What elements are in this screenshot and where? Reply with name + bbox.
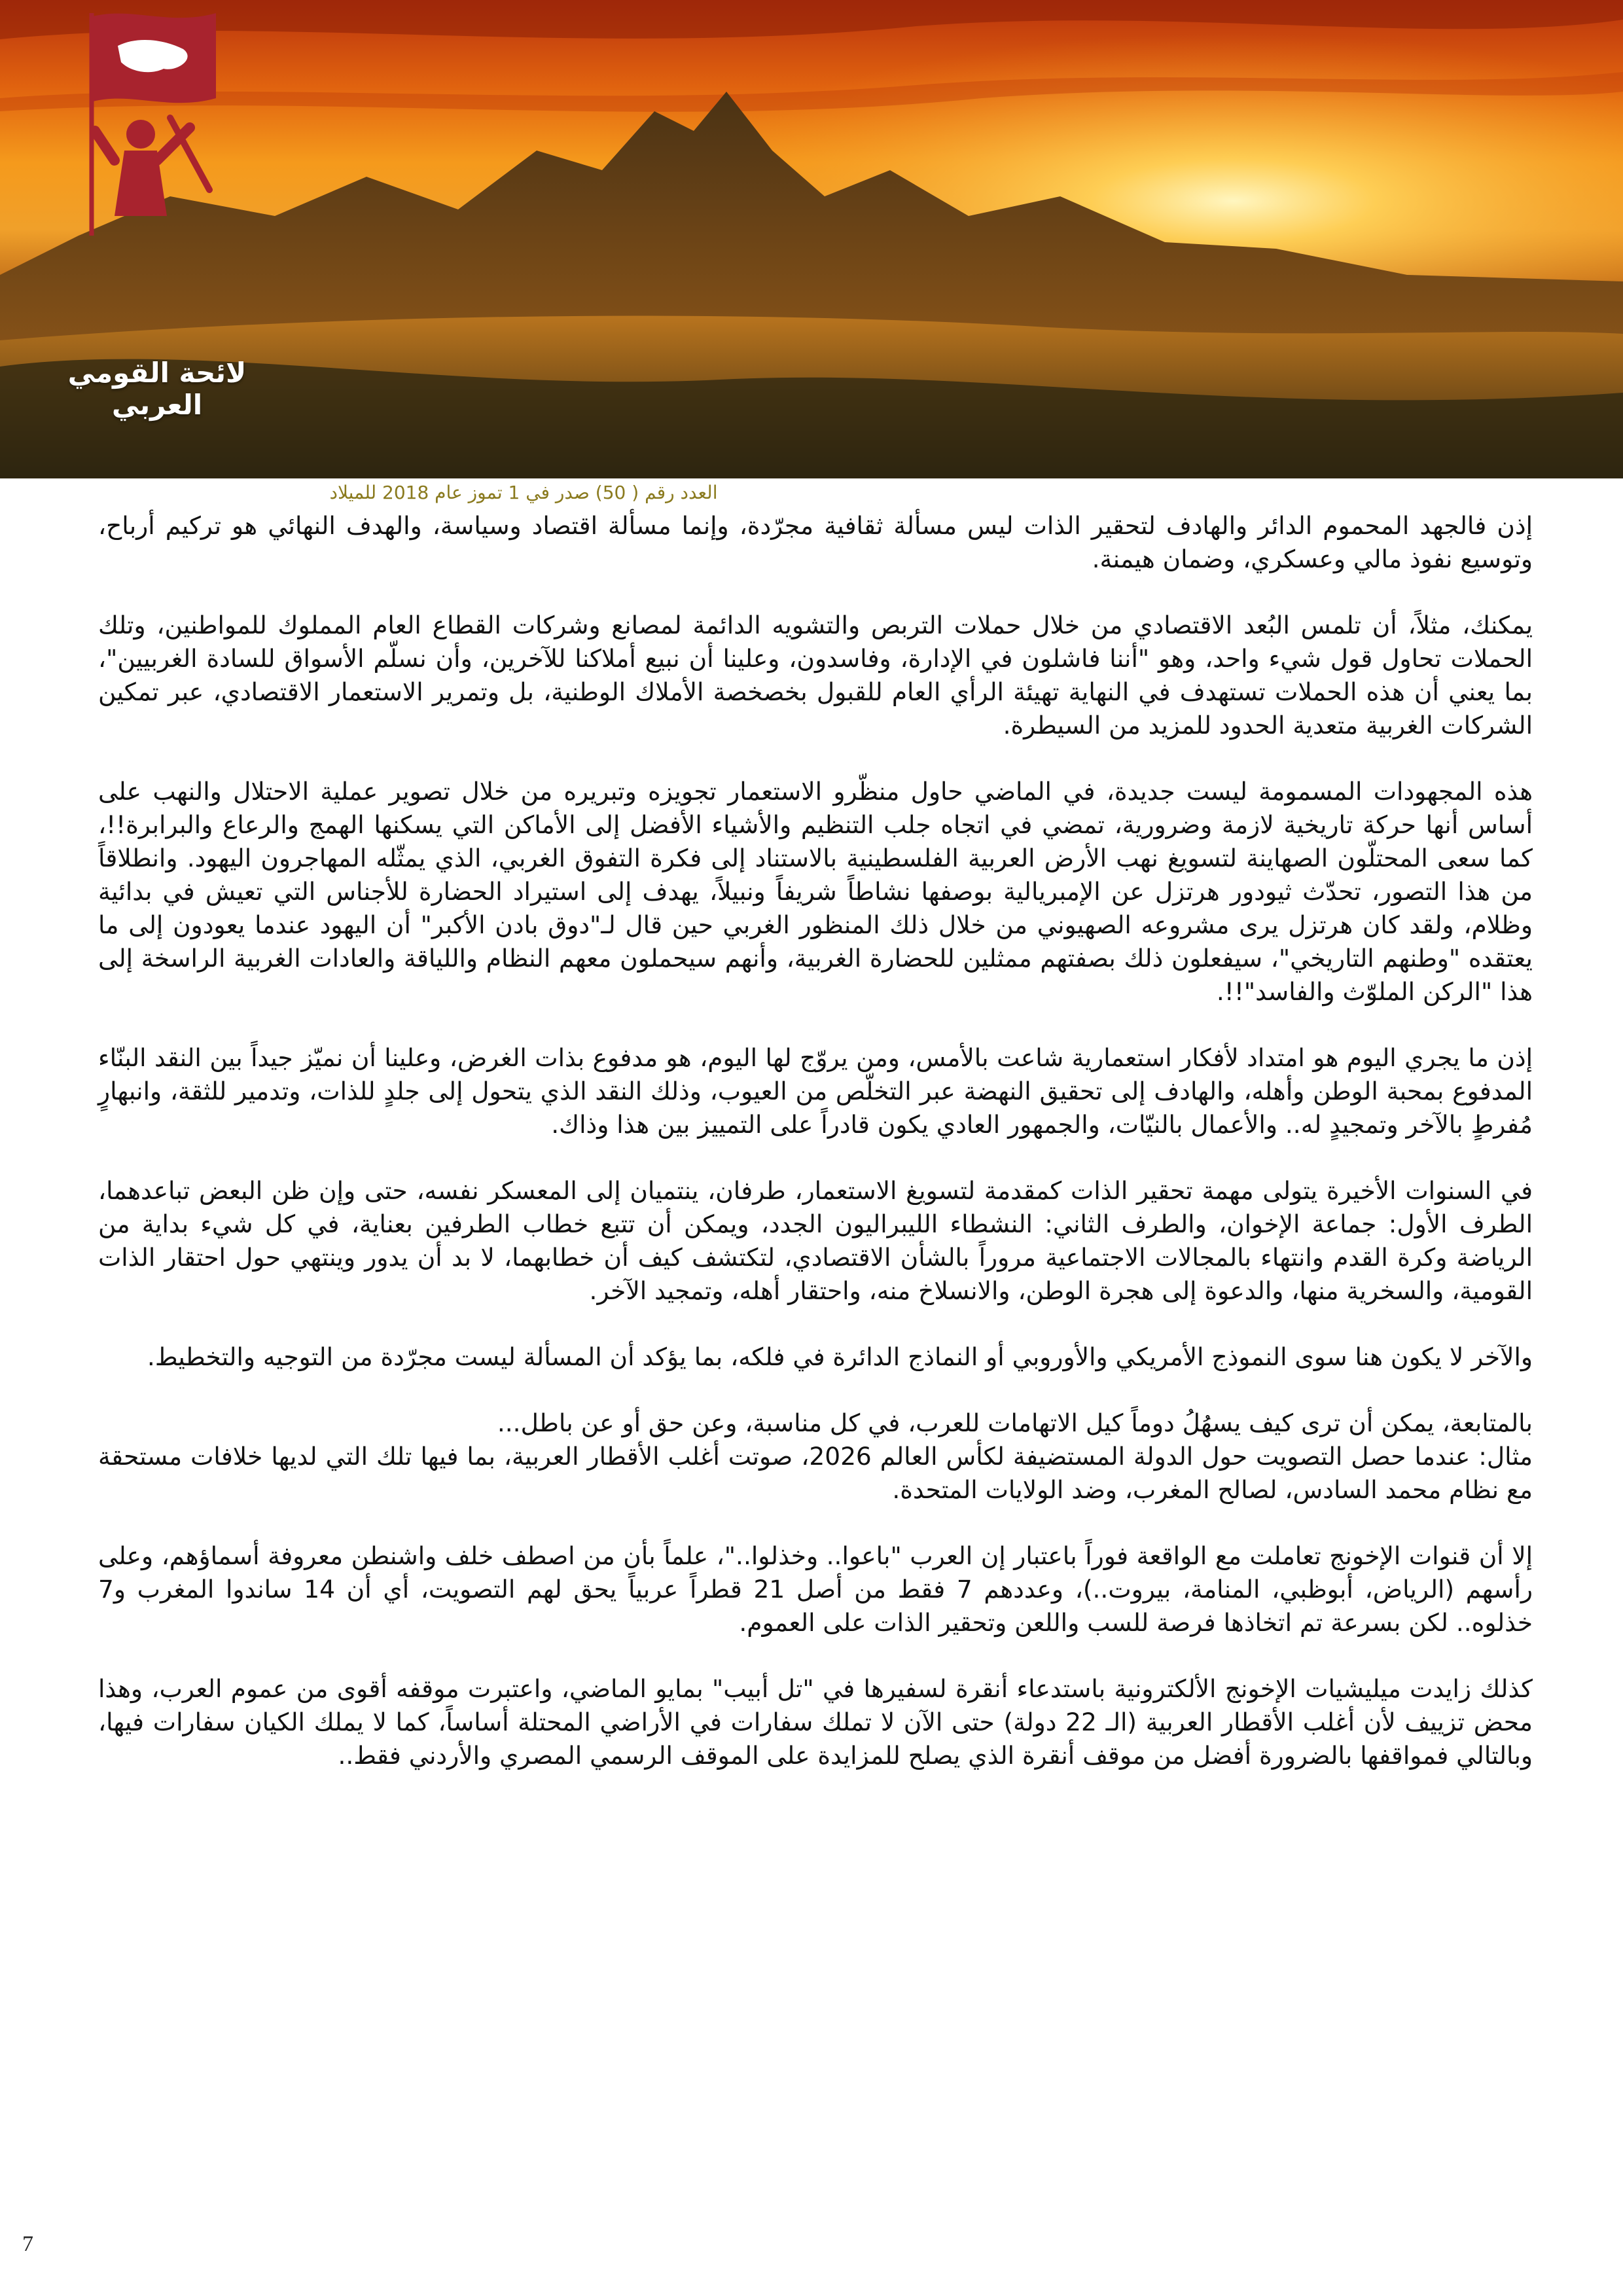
paragraph: بالمتابعة، يمكن أن ترى كيف يسهُلُ دوماً كيل الاتهامات للعرب، في كل مناسبة، وعن حق أو عن باطل... [497,1408,1533,1437]
paragraph: إذن ما يجري اليوم هو امتداد لأفكار استعمارية شاعت بالأمس، ومن يروّج لها اليوم، هو مدفوع بذات الغرض، وعلينا أن نميّز جيداً بين النقد البنّاء المدفوع بمحبة الوطن وأهله، والهادف إلى تحقيق النهضة عبر التخلّص من العيوب، وذلك النقد الذي يتحول إلى جلدٍ للذات، وتدمير للثقة، وانبهارٍ مُفرطٍ بالآخر وتمجيدٍ له.. والأعمال بالنيّات، والجمهور العادي يكون قادراً على التمييز بين هذا وذاك. [98,1043,1533,1139]
flag-logo-icon [0,0,281,281]
paragraph: إذن فالجهد المحموم الدائر والهادف لتحقير الذات ليس مسألة ثقافية مجرّدة، وإنما مسألة اقتصاد وسياسة، والهدف النهائي هو تركيم أرباح، وتوسيع نفوذ مالي وعسكري، وضمان هيمنة. [98,511,1533,573]
paragraph: إلا أن قنوات الإخونج تعاملت مع الواقعة فوراً باعتبار إن العرب "باعوا.. وخذلوا.."، علماً بأن من اصطف خلف واشنطن معروفة أسماؤهم، وعلى رأسهم (الرياض، أبوظبي، المنامة، بيروت..)، وعددهم 7 فقط من أصل 21 قطراً عربياً يحق لهم التصويت، أي أن 14 ساندوا المغرب و7 خذلوه.. لكن بسرعة تم اتخاذها فرصة للسب واللعن وتحقير الذات على العموم. [98,1541,1533,1637]
paragraph: والآخر لا يكون هنا سوى النموذج الأمريكي والأوروبي أو النماذج الدائرة في فلكه، بما يؤكد أن المسألة ليست مجرّدة من التوجيه والتخطيط. [147,1342,1533,1371]
logo-title: لائحة القومي العربي [67,357,247,421]
paragraph: مثال: عندما حصل التصويت حول الدولة المستضيفة لكأس العالم 2026، صوتت أغلب الأقطار العربية، بما فيها تلك التي لديها خلافات مستحقة مع نظام محمد السادس، لصالح المغرب، وضد الولايات المتحدة. [98,1442,1533,1504]
page-number: 7 [22,2232,33,2256]
issue-info: العدد رقم ( 50) صدر في 1 تموز عام 2018 للميلاد [329,482,718,503]
paragraph: كذلك زايدت ميليشيات الإخونج الألكترونية باستدعاء أنقرة لسفيرها في "تل أبيب" بمايو الماضي، واعتبرت موقفه أقوى من عموم العرب، وهذا محض تزييف لأن أغلب الأقطار العربية (الـ 22 دولة) حتى الآن لا تملك سفارات في الأراضي المحتلة أساساً، كما لا يملك الكيان سفارات فيها، وبالتالي فمواقفها بالضرورة أفضل من موقف أنقرة الذي يصلح للمزايدة على الموقف الرسمي المصري والأردني فقط.. [98,1674,1533,1770]
header-banner [0,0,1623,478]
paragraph: هذه المجهودات المسمومة ليست جديدة، في الماضي حاول منظّرو الاستعمار تجويزه وتبريره من خلال تصوير عملية الاحتلال والنهب على أساس أنها حركة تاريخية لازمة وضرورية، تمضي في اتجاه جلب التنظيم والأشياء الأفضل إلى الأماكن التي يسكنها الهمج والرعاع والبرابرة!!، كما سعى المحتلّون الصهاينة لتسويغ نهب الأرض العربية الفلسطينية بالاستناد إلى فكرة التفوق الغربي، الذي يمثّله المهاجرون اليهود. وانطلاقاً من هذا التصور، تحدّث ثيودور هرتزل عن الإمبريالية بوصفها نشاطاً شريفاً ونبيلاً، يهدف إلى استيراد الحضارة للأجناس التي تعيش في بدائية وظلام، ولقد كان هرتزل يرى مشروعه الصهيوني من خلال ذلك المنظور الغربي حين قال لـ"دوق بادن الأكبر" أن اليهود عندما يعودون إلى ما يعتقده "وطنهم التاريخي"، سيفعلون ذلك بصفتهم ممثلين للحضارة الغربية، وأنهم سيحملون معهم النظام واللياقة والعادات الغربية الراسخة إلى هذا "الركن الملوّث والفاسد"!!. [98,777,1533,1006]
article-body [98,509,1533,1805]
paragraph: في السنوات الأخيرة يتولى مهمة تحقير الذات كمقدمة لتسويغ الاستعمار، طرفان، ينتميان إلى المعسكر نفسه، حتى وإن ظن البعض تباعدهما، الطرف الأول: جماعة الإخوان، والطرف الثاني: النشطاء الليبراليون الجدد، ويمكن أن تتبع خطاب الطرفين بعناية، في كل شيء بداية من الرياضة وكرة القدم وانتهاء بالمجالات الاجتماعية مروراً بالشأن الاقتصادي، لتكتشف كيف أن خطابهما، لا بد أن يدور وينتهي حول احتقار الذات القومية، والسخرية منها، والدعوة إلى هجرة الوطن، والانسلاخ منه، واحتقار أهله، وتمجيد الآخر. [98,1176,1533,1305]
paragraph: يمكنك، مثلاً، أن تلمس البُعد الاقتصادي من خلال حملات التربص والتشويه الدائمة لمصانع وشركات القطاع العام المملوك للمواطنين، وتلك الحملات تحاول قول شيء واحد، وهو "أننا فاشلون في الإدارة، وفاسدون، وعلينا أن نبيع أملاكنا للآخرين، وأن نسلّم الأسواق للسادة الغربيين"، بما يعني أن هذه الحملات تستهدف في النهاية تهيئة الرأي العام للقبول بخصخصة الأملاك الوطنية، بل وتمرير الاستعمار الاقتصادي، عبر تمكين الشركات الغربية متعدية الحدود للمزيد من السيطرة. [98,611,1533,740]
